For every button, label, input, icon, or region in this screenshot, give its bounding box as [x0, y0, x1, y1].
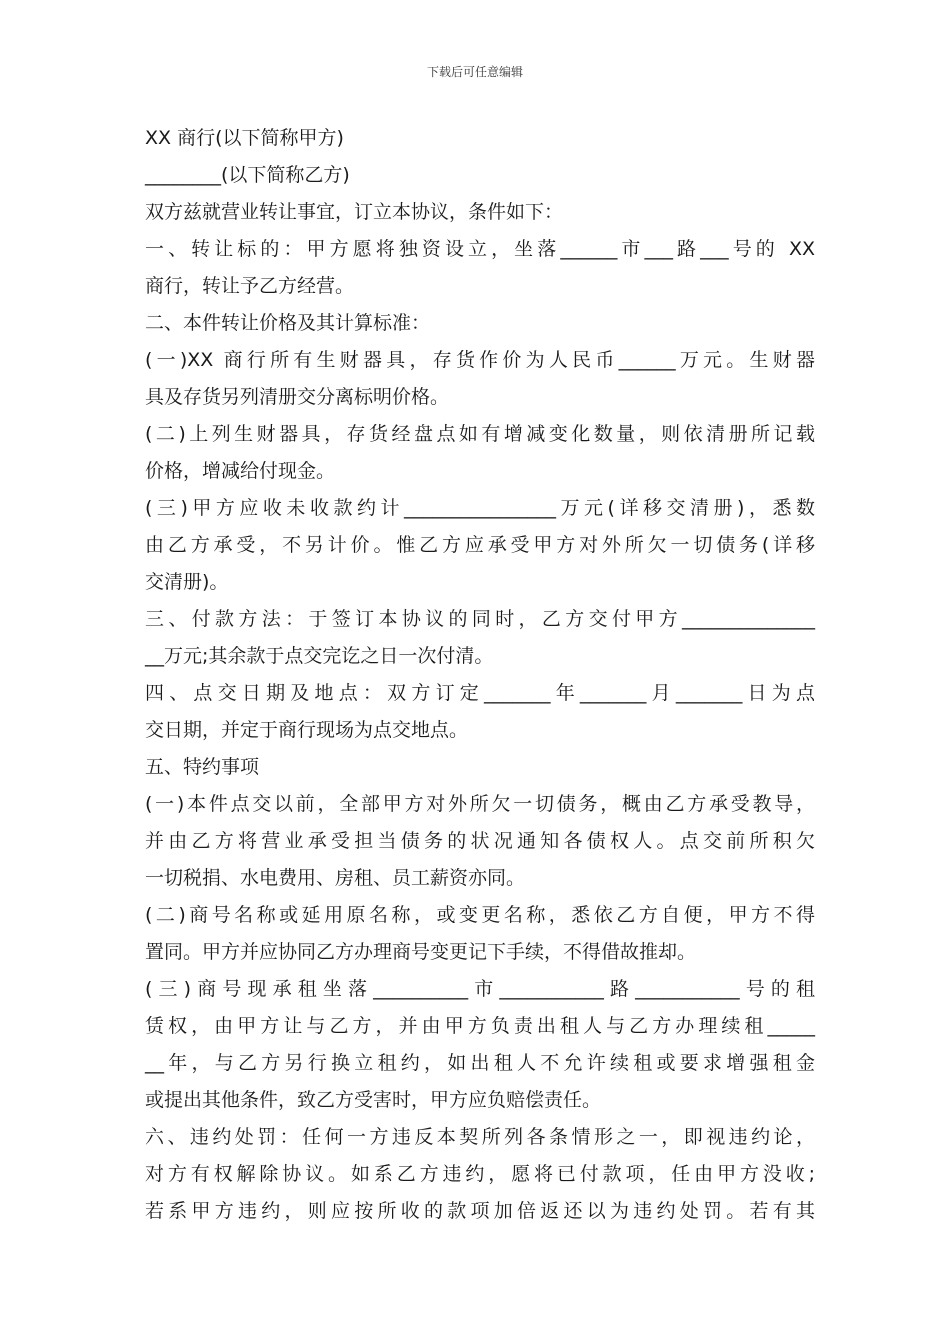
clause-3-line-2: __万元;其余款于点交完讫之日一次付清。	[145, 645, 494, 667]
clause-6-line-3: 若系甲方违约，则应按所收的款项加倍返还以为违约处罚。若有其	[145, 1200, 815, 1222]
clause-2-heading: 二、本件转让价格及其计算标准：	[145, 312, 431, 334]
clause-5-2-line-1: (二)商号名称或延用原名称，或变更名称，悉依乙方自便，甲方不得	[145, 904, 815, 926]
clause-1-line-1: 一、转让标的：甲方愿将独资设立，坐落______市___路___号的 XX	[145, 238, 815, 260]
clause-5-heading: 五、特约事项	[145, 756, 260, 778]
clause-5-1-line-3: 一切税捐、水电费用、房租、员工薪资亦同。	[145, 867, 526, 889]
clause-2-1-line-1: (一)XX 商行所有生财器具，存货作价为人民币______万元。生财器	[145, 349, 815, 371]
clause-5-1-line-1: (一)本件点交以前，全部甲方对外所欠一切债务，概由乙方承受教导，	[145, 793, 815, 815]
clause-2-3-line-3: 交清册)。	[145, 571, 229, 593]
preamble-line: 双方兹就营业转让事宜，订立本协议，条件如下：	[145, 201, 564, 223]
clause-5-2-line-2: 置同。甲方并应协同乙方办理商号变更记下手续，不得借故推却。	[145, 941, 697, 963]
clause-2-2-line-2: 价格，增减给付现金。	[145, 460, 336, 482]
page-header-note: 下载后可任意编辑	[426, 65, 523, 79]
clause-6-line-1: 六、违约处罚：任何一方违反本契所列各条情形之一，即视违约论，	[145, 1126, 815, 1148]
contract-body	[145, 120, 815, 1230]
clause-5-3-line-3: __年，与乙方另行换立租约，如出租人不允许续租或要求增强租金	[145, 1052, 815, 1074]
clause-5-3-line-2: 赁权，由甲方让与乙方，并由甲方负责出租人与乙方办理续租_____	[145, 1015, 815, 1037]
party-b-line: ________(以下简称乙方)	[145, 164, 350, 186]
clause-4-line-1: 四、点交日期及地点：双方订定_______年_______月_______日为点	[145, 682, 815, 704]
clause-2-1-line-2: 具及存货另列清册交分离标明价格。	[145, 386, 450, 408]
clause-5-1-line-2: 并由乙方将营业承受担当债务的状况通知各债权人。点交前所积欠	[145, 830, 815, 852]
clause-4-line-2: 交日期，并定于商行现场为点交地点。	[145, 719, 469, 741]
clause-5-3-line-1: (三)商号现承租坐落__________市___________路___________号的租	[145, 978, 815, 1000]
party-a-line: XX 商行(以下简称甲方)	[145, 127, 344, 149]
clause-2-3-line-1: (三)甲方应收未收款约计________________万元(详移交清册)，悉数	[145, 497, 815, 519]
clause-2-3-line-2: 由乙方承受，不另计价。惟乙方应承受甲方对外所欠一切债务(详移	[145, 534, 815, 556]
clause-5-3-line-4: 或提出其他条件，致乙方受害时，甲方应负赔偿责任。	[145, 1089, 602, 1111]
clause-6-line-2: 对方有权解除协议。如系乙方违约，愿将已付款项，任由甲方没收;	[145, 1163, 815, 1185]
clause-3-line-1: 三、付款方法：于签订本协议的同时，乙方交付甲方______________	[145, 608, 815, 630]
clause-1-line-2: 商行，转让予乙方经营。	[145, 275, 355, 297]
clause-2-2-line-1: (二)上列生财器具，存货经盘点如有增减变化数量，则依清册所记载	[145, 423, 815, 445]
